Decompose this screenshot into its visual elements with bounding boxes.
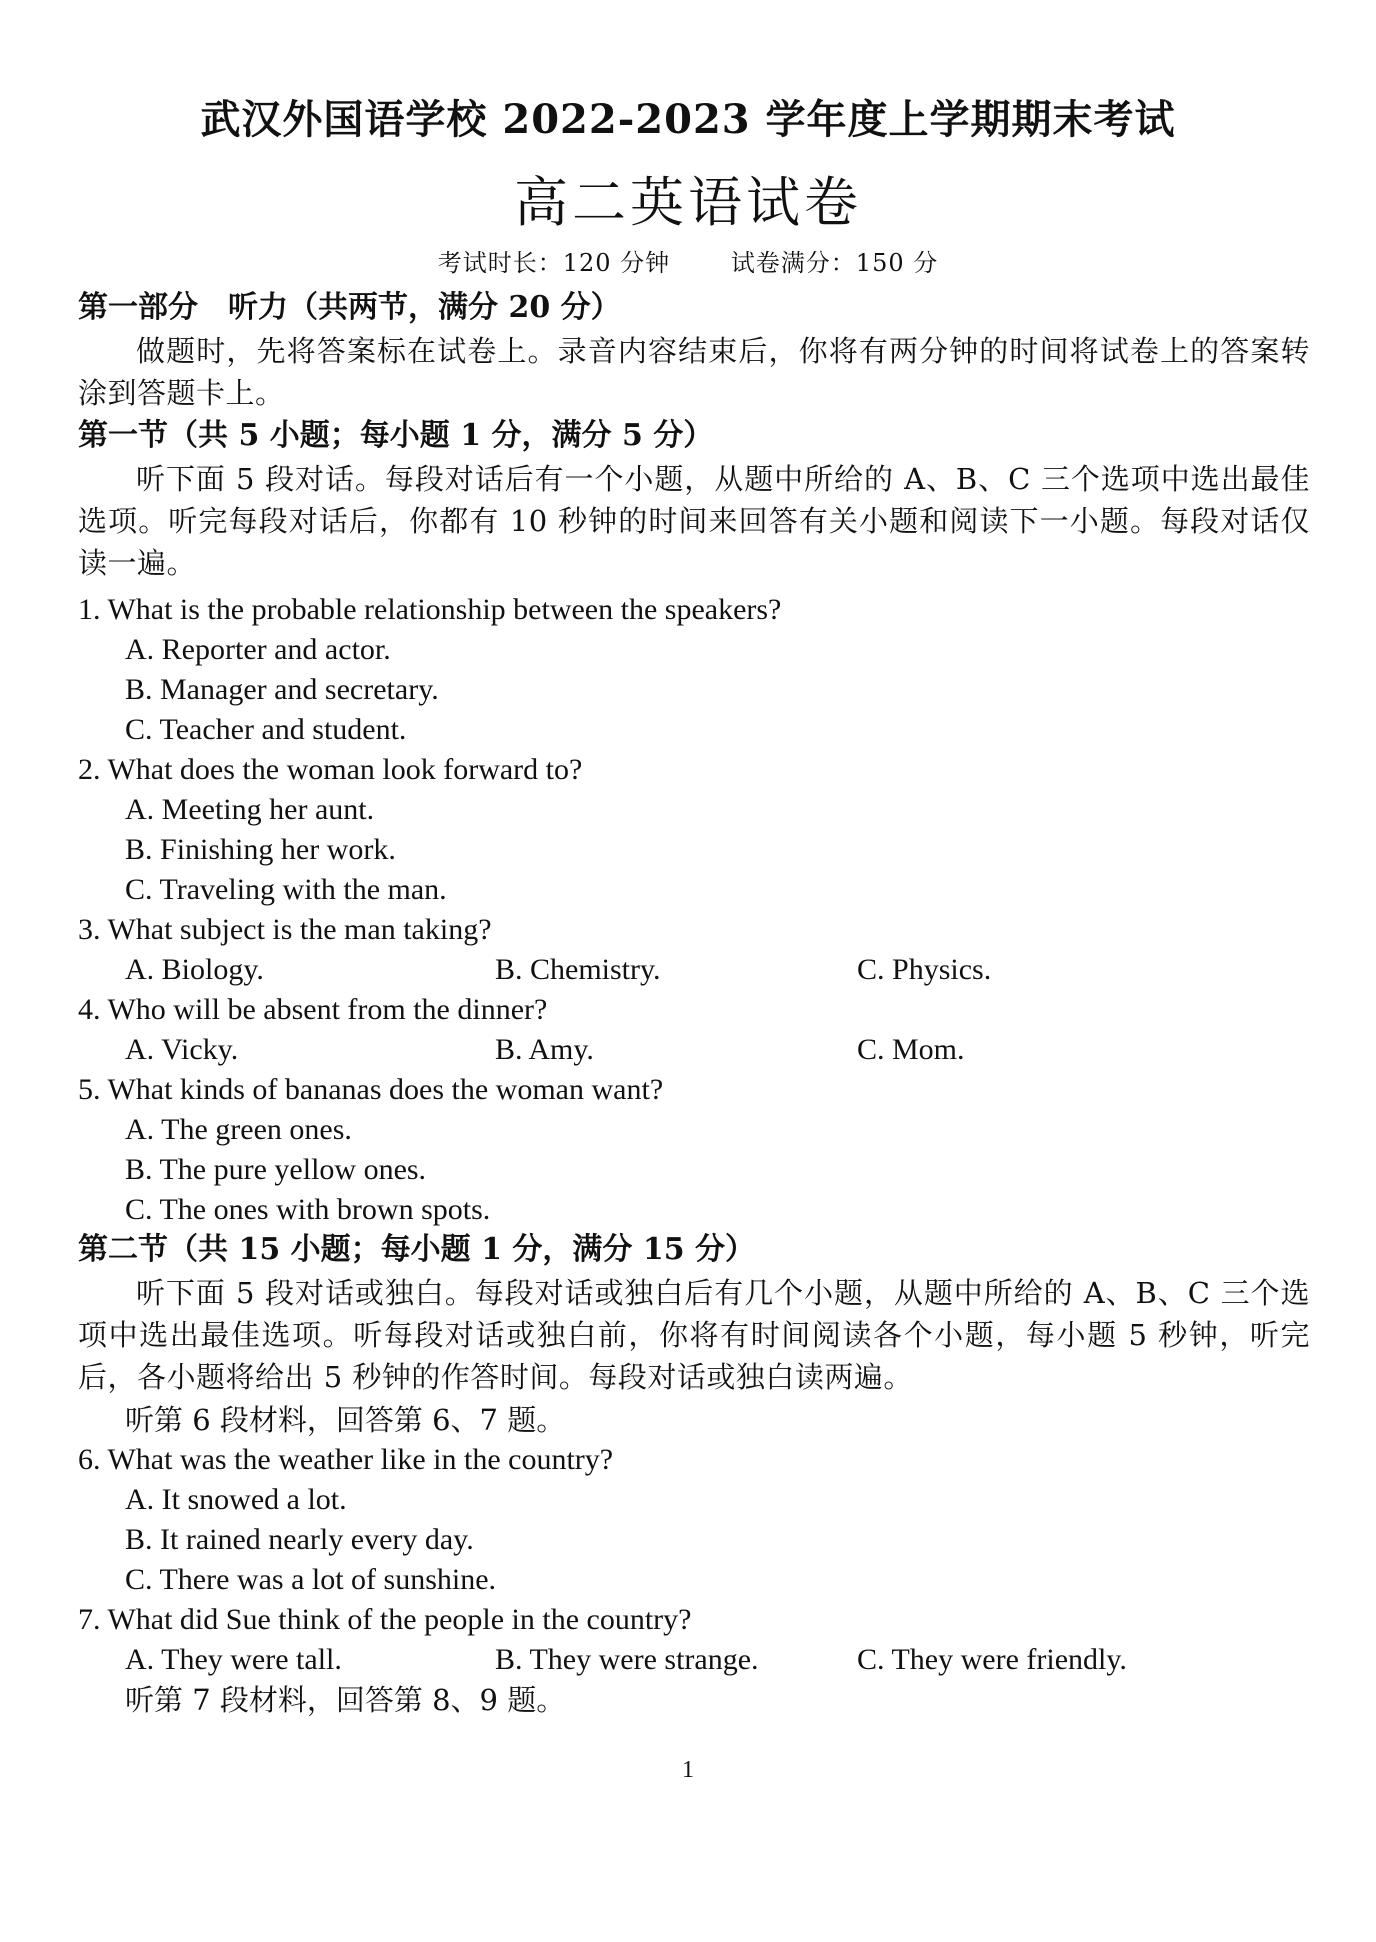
question-5-stem: 5. What kinds of bananas does the woman want? xyxy=(78,1073,664,1106)
exam-meta xyxy=(0,246,1376,280)
section2-title: 第二节（共 15 小题；每小题 1 分，满分 15 分） xyxy=(78,1232,756,1267)
question-3-option-c: C. Physics. xyxy=(857,953,992,986)
question-6-option-a: A. It snowed a lot. xyxy=(125,1483,347,1516)
question-7-option-b: B. They were strange. xyxy=(495,1643,759,1676)
question-7-stem: 7. What did Sue think of the people in the country? xyxy=(78,1603,692,1636)
question-3-option-b: B. Chemistry. xyxy=(495,953,661,986)
question-2-option-c: C. Traveling with the man. xyxy=(125,873,447,906)
part1-instructions: 做题时，先将答案标在试卷上。录音内容结束后，你将有两分钟的时间将试卷上的答案转涂到答题卡上。 xyxy=(78,334,1310,410)
question-1-option-a: A. Reporter and actor. xyxy=(125,633,391,666)
question-2-option-b: B. Finishing her work. xyxy=(125,833,396,866)
question-4-option-a: A. Vicky. xyxy=(125,1033,239,1066)
question-5-option-b: B. The pure yellow ones. xyxy=(125,1153,427,1186)
section2-instructions: 听下面 5 段对话或独白。每段对话或独白后有几个小题，从题中所给的 A、B、C 三个选项中选出最佳选项。听每段对话或独白前，你将有时间阅读各个小题，每小题 5 秒钟，听完后，各小题将给出 5 秒钟的作答时间。每段对话或独白读两遍。 xyxy=(78,1276,1310,1394)
question-1-option-b: B. Manager and secretary. xyxy=(125,673,439,706)
question-3-option-a: A. Biology. xyxy=(125,953,264,986)
question-5-option-a: A. The green ones. xyxy=(125,1113,352,1146)
school-title: 武汉外国语学校 2022-2023 学年度上学期期末考试 xyxy=(200,96,1176,143)
question-7-option-c: C. They were friendly. xyxy=(857,1643,1127,1676)
question-4-option-b: B. Amy. xyxy=(495,1033,594,1066)
question-6-option-c: C. There was a lot of sunshine. xyxy=(125,1563,497,1596)
question-6-stem: 6. What was the weather like in the country? xyxy=(78,1443,614,1476)
question-1-stem: 1. What is the probable relationship between the speakers? xyxy=(78,593,782,626)
question-7-option-a: A. They were tall. xyxy=(125,1643,342,1676)
part1-title: 第一部分 听力（共两节，满分 20 分） xyxy=(78,290,621,325)
question-2-stem: 2. What does the woman look forward to? xyxy=(78,753,583,786)
question-1-option-c: C. Teacher and student. xyxy=(125,713,407,746)
material-7-instruction: 听第 7 段材料，回答第 8、9 题。 xyxy=(125,1683,566,1717)
exam-duration: 考试时长：120 分钟 xyxy=(437,249,671,277)
question-6-option-b: B. It rained nearly every day. xyxy=(125,1523,474,1556)
page-number: 1 xyxy=(682,1757,694,1783)
section1-title: 第一节（共 5 小题；每小题 1 分，满分 5 分） xyxy=(78,418,714,453)
question-3-stem: 3. What subject is the man taking? xyxy=(78,913,492,946)
question-5-option-c: C. The ones with brown spots. xyxy=(125,1193,491,1226)
question-4-option-c: C. Mom. xyxy=(857,1033,965,1066)
question-2-option-a: A. Meeting her aunt. xyxy=(125,793,375,826)
question-4-stem: 4. Who will be absent from the dinner? xyxy=(78,993,548,1026)
exam-full-score: 试卷满分：150 分 xyxy=(730,249,939,277)
section1-instructions: 听下面 5 段对话。每段对话后有一个小题，从题中所给的 A、B、C 三个选项中选出最佳选项。听完每段对话后，你都有 10 秒钟的时间来回答有关小题和阅读下一小题。每段对话仅读一遍。 xyxy=(78,462,1310,580)
subject-title: 高二英语试卷 xyxy=(514,171,862,234)
material-6-instruction: 听第 6 段材料，回答第 6、7 题。 xyxy=(125,1403,566,1437)
